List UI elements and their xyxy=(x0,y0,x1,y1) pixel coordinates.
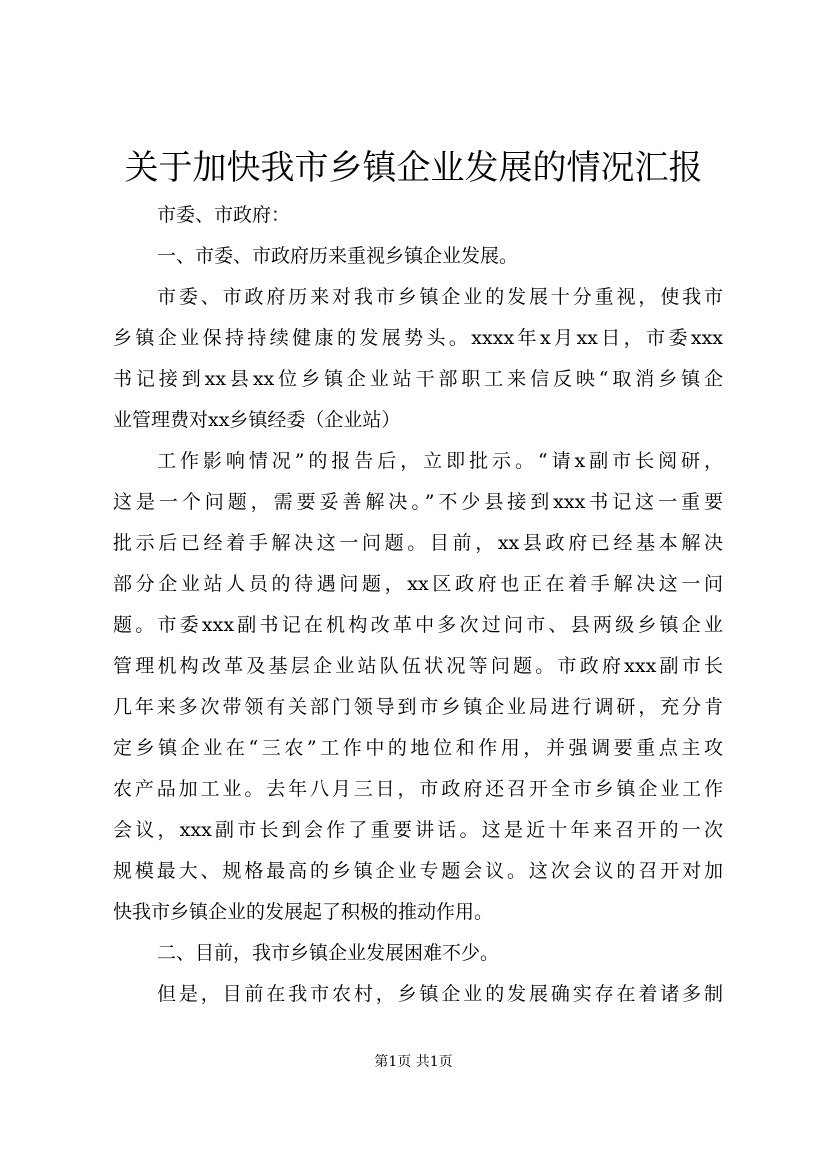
document-title: 关于加快我市乡镇企业发展的情况汇报 xyxy=(124,148,703,188)
paragraph-line: 农产品加工业。去年八月三日，市政府还召开全市乡镇企业工作 xyxy=(113,778,723,800)
paragraph-line: 定乡镇企业在“三农”工作中的地位和作用，并强调要重点主攻 xyxy=(113,737,723,759)
document-body xyxy=(113,195,723,1015)
paragraph-line: 批示后已经着手解决这一问题。目前，xx县政府已经基本解决 xyxy=(113,532,723,554)
paragraph-line: 部分企业站人员的待遇问题，xx区政府也正在着手解决这一问 xyxy=(113,573,723,595)
paragraph-line: 管理机构改革及基层企业站队伍状况等问题。市政府xxx副市长 xyxy=(113,655,723,677)
paragraph-line: 几年来多次带领有关部门领导到市乡镇企业局进行调研，充分肯 xyxy=(113,696,723,718)
paragraph-line: 但是，目前在我市农村，乡镇企业的发展确实存在着诸多制 xyxy=(157,983,723,1005)
paragraph-line: 乡镇企业保持持续健康的发展势头。xxxx年x月xx日，市委xxx xyxy=(113,327,723,349)
paragraph-line: 一、市委、市政府历来重视乡镇企业发展。 xyxy=(157,245,519,267)
paragraph-line: 这是一个问题，需要妥善解决。”不少县接到xxx书记这一重要 xyxy=(113,491,723,513)
paragraph-line: 会议，xxx副市长到会作了重要讲话。这是近十年来召开的一次 xyxy=(113,819,723,841)
paragraph-line: 二、目前，我市乡镇企业发展困难不少。 xyxy=(157,942,500,964)
paragraph-line: 快我市乡镇企业的发展起了积极的推动作用。 xyxy=(113,901,494,923)
paragraph-line: 工作影响情况”的报告后，立即批示。“请x副市长阅研， xyxy=(157,450,723,472)
paragraph-line: 书记接到xx县xx位乡镇企业站干部职工来信反映“取消乡镇企 xyxy=(113,368,723,390)
paragraph-line: 市委、市政府历来对我市乡镇企业的发展十分重视，使我市 xyxy=(157,286,723,308)
page-footer: 第1页 共1页 xyxy=(374,1054,453,1070)
paragraph-line: 题。市委xxx副书记在机构改革中多次过问市、县两级乡镇企业 xyxy=(113,614,723,636)
paragraph-line: 业管理费对xx乡镇经委（企业站） xyxy=(113,409,401,431)
paragraph-line: 市委、市政府： xyxy=(157,204,291,226)
paragraph-line: 规模最大、规格最高的乡镇企业专题会议。这次会议的召开对加 xyxy=(113,860,723,882)
